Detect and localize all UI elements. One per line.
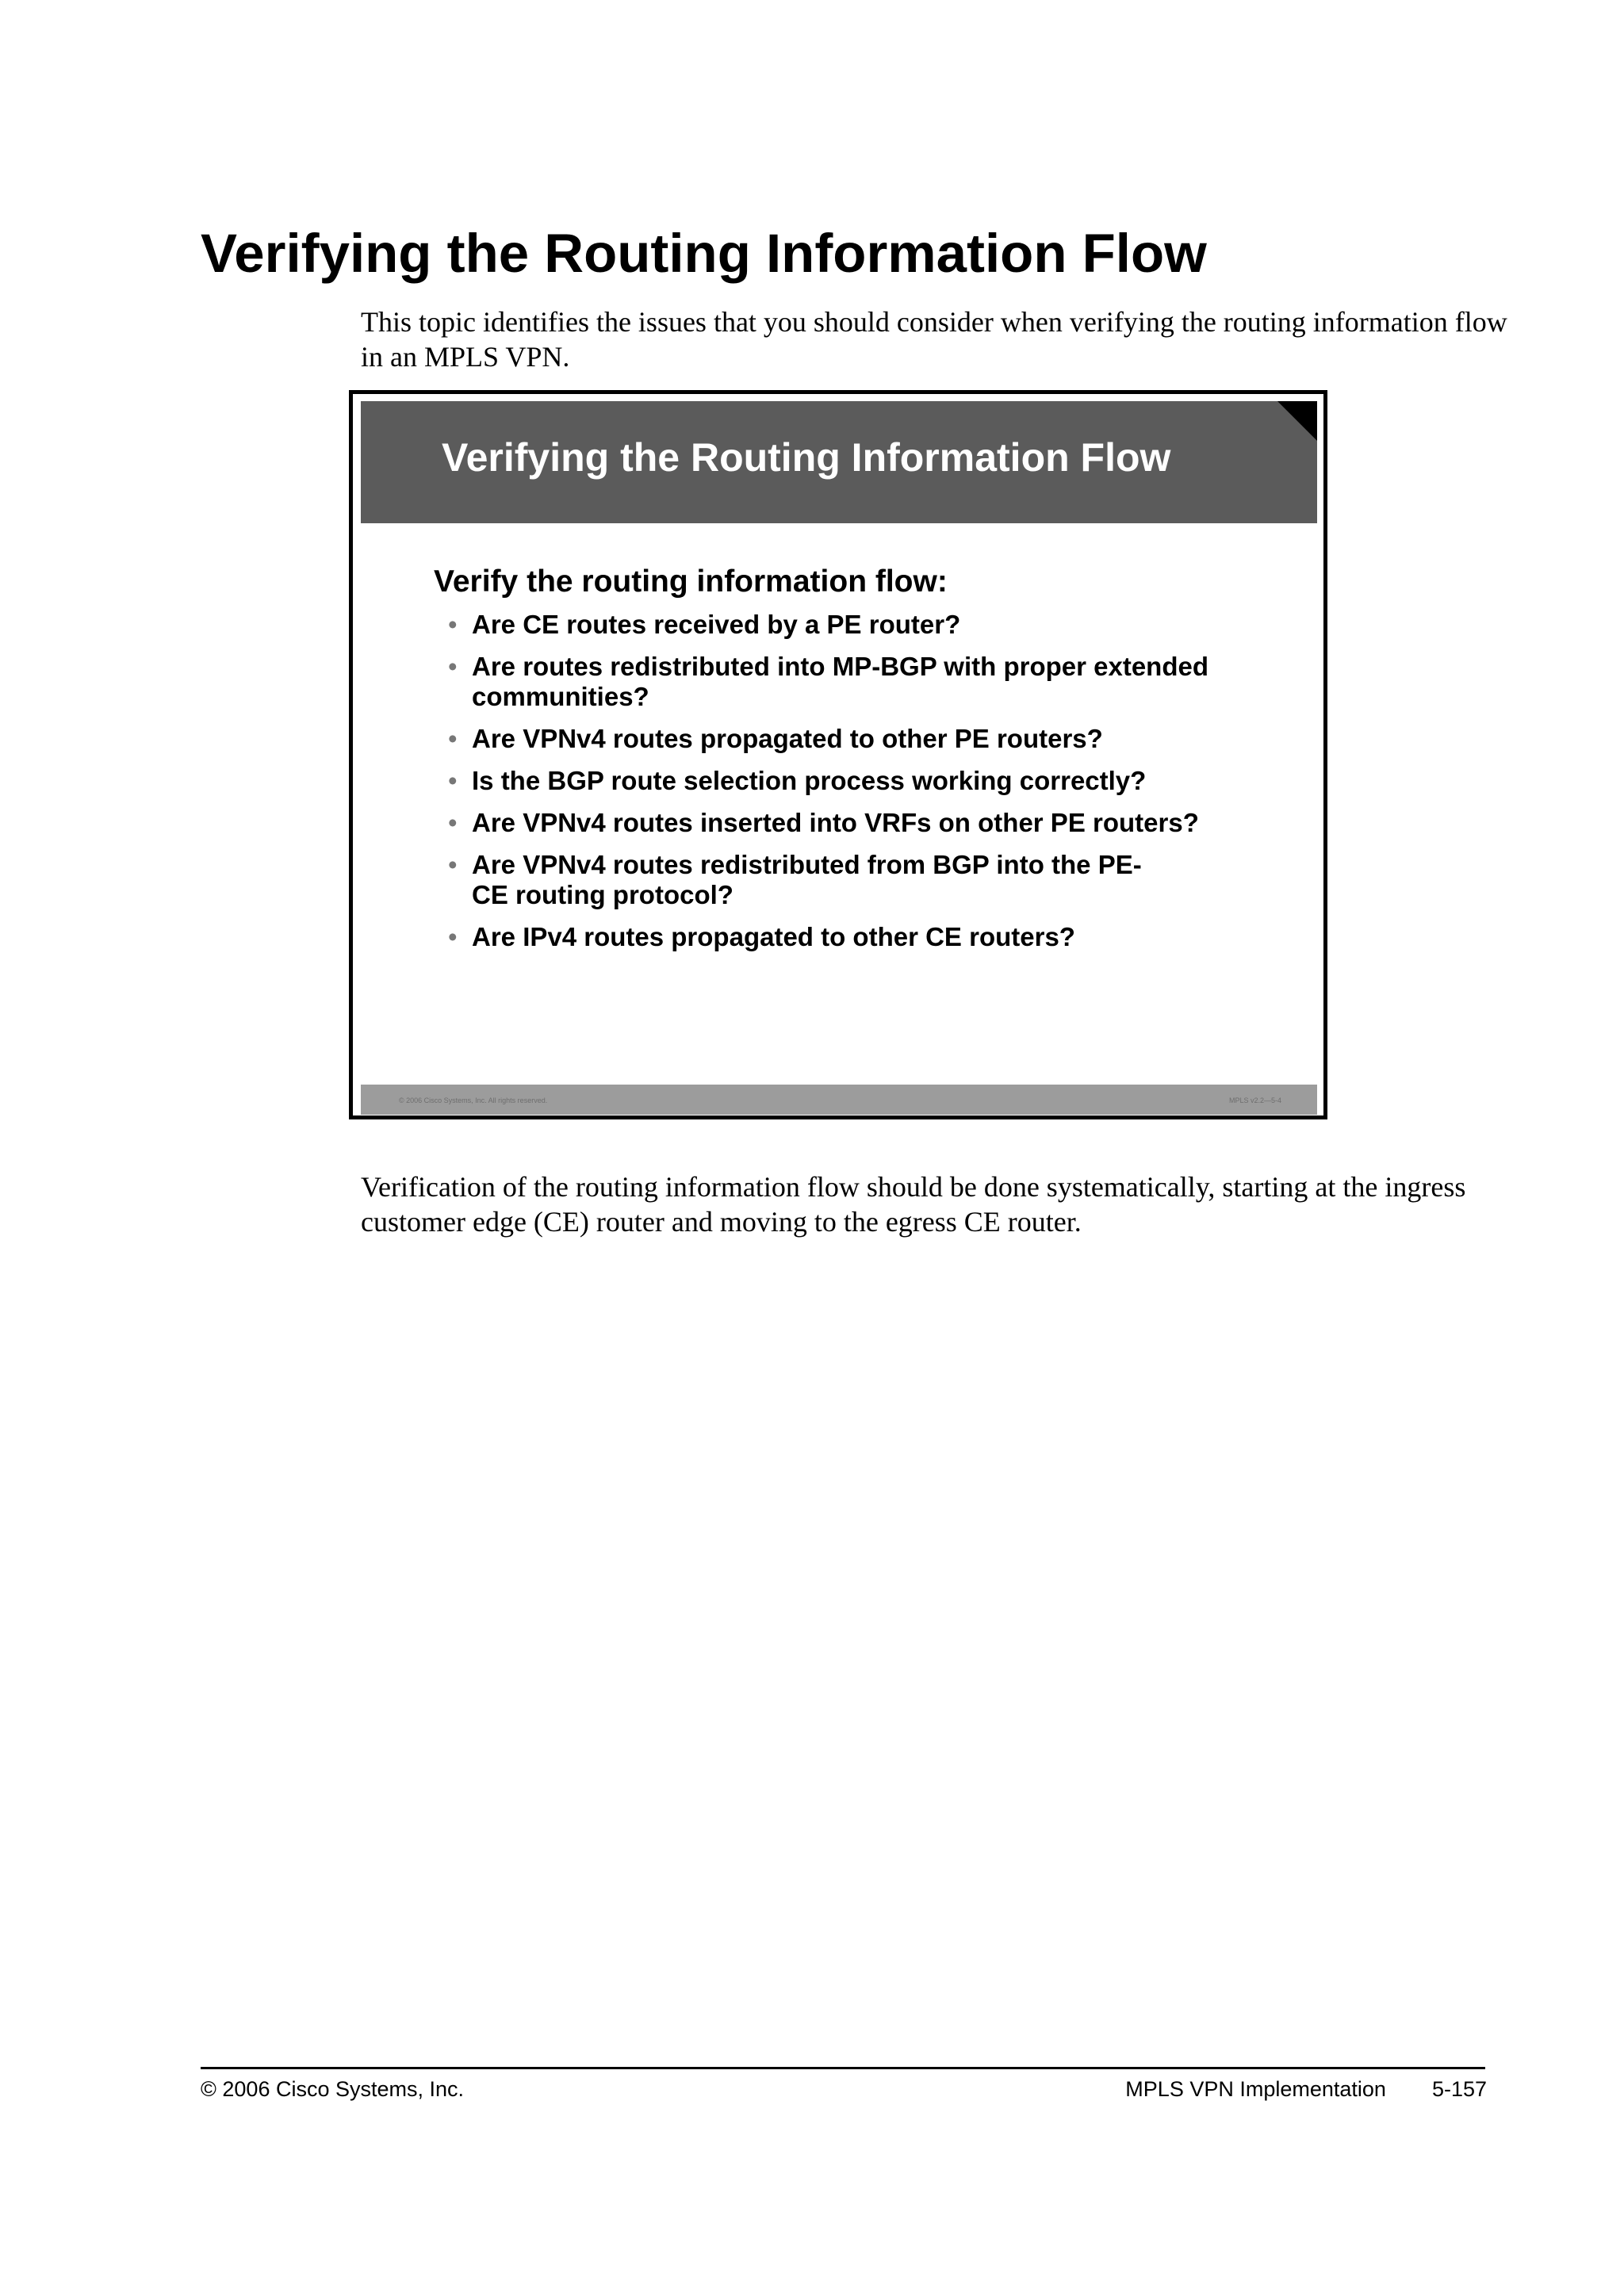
body-paragraph: Verification of the routing information flow should be done systematically, starting at the ingress customer edge (CE) router and moving to the egress CE router. — [361, 1171, 1466, 1238]
slide-bullet-list — [448, 610, 1289, 964]
list-item-text: Are CE routes received by a PE router? — [472, 610, 961, 639]
list-item-text: Are IPv4 routes propagated to other CE routers? — [472, 922, 1075, 951]
slide-title-bar — [361, 401, 1317, 523]
footer-info — [1125, 2077, 1487, 2102]
list-item-text: Are VPNv4 routes inserted into VRFs on other PE routers? — [472, 808, 1199, 837]
list-item — [448, 850, 1154, 910]
list-item-text: Are VPNv4 routes propagated to other PE routers? — [472, 724, 1103, 753]
footer-course-name: MPLS VPN Implementation — [1125, 2077, 1386, 2101]
list-item — [448, 724, 1289, 754]
bullet-icon: • — [448, 652, 458, 681]
slide-subheading: Verify the routing information flow: — [434, 564, 948, 599]
slide-corner-icon — [1277, 401, 1317, 441]
bullet-icon: • — [448, 610, 458, 639]
bullet-icon: • — [448, 724, 458, 753]
footer-copyright: © 2006 Cisco Systems, Inc. — [201, 2077, 465, 2101]
list-item — [448, 766, 1289, 796]
slide-figure — [349, 390, 1327, 1119]
bullet-icon: • — [448, 766, 458, 795]
slide-copyright: © 2006 Cisco Systems, Inc. All rights reserved. — [399, 1096, 548, 1104]
bullet-icon: • — [448, 808, 458, 837]
slide-footer-bar — [361, 1085, 1317, 1115]
bullet-icon: • — [448, 922, 458, 951]
bullet-icon: • — [448, 850, 458, 879]
page-number: 5-157 — [1431, 2077, 1487, 2101]
list-item-text: Are VPNv4 routes redistributed from BGP into the PE-CE routing protocol? — [472, 850, 1142, 909]
list-item — [448, 808, 1289, 838]
list-item — [448, 610, 1289, 640]
intro-paragraph: This topic identifies the issues that you should consider when verifying the routing information flow in an MPLS VPN. — [361, 306, 1507, 373]
list-item — [448, 652, 1289, 712]
footer-divider — [201, 2067, 1485, 2069]
list-item-text: Is the BGP route selection process working correctly? — [472, 766, 1147, 795]
slide-title: Verifying the Routing Information Flow — [442, 435, 1171, 480]
slide-course-id: MPLS v2.2—5-4 — [1228, 1096, 1281, 1104]
list-item-text: Are routes redistributed into MP-BGP with proper extended communities? — [472, 652, 1208, 711]
list-item — [448, 922, 1289, 952]
page-title: Verifying the Routing Information Flow — [201, 223, 1207, 284]
